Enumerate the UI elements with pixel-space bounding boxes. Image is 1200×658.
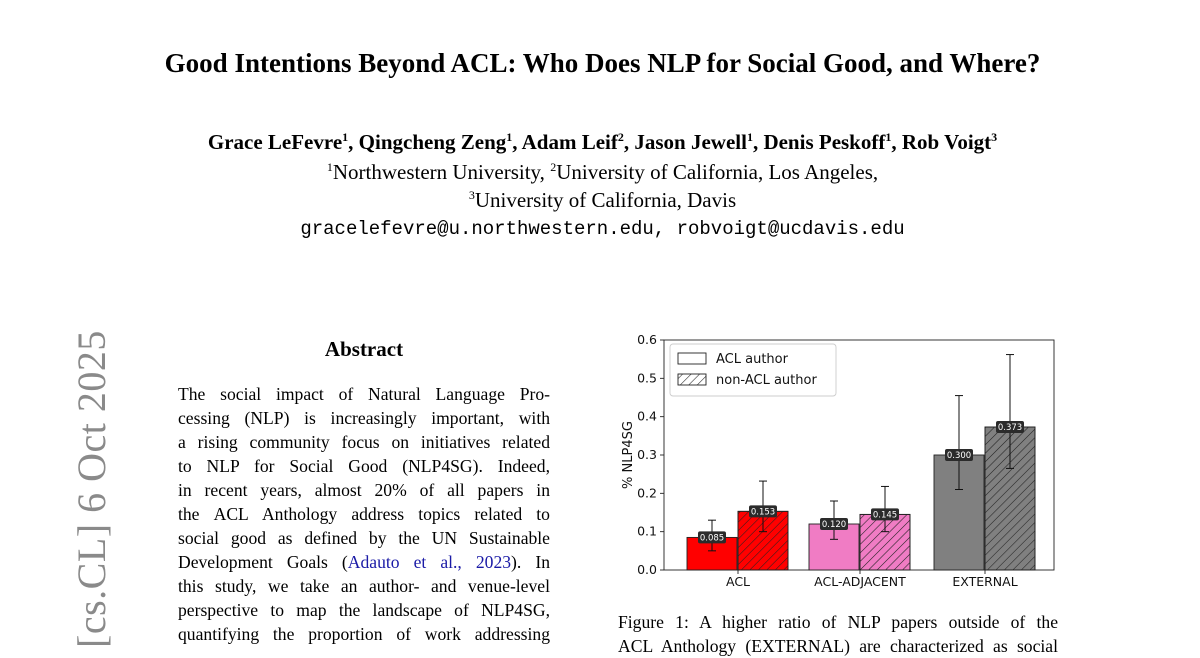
legend-label: non-ACL author	[716, 373, 817, 388]
y-tick-label: 0.3	[637, 447, 657, 462]
value-label: 0.373	[997, 423, 1023, 434]
value-label: 0.153	[750, 507, 776, 518]
affiliation-ucla: University of California, Los Angeles,	[556, 160, 879, 184]
abstract-line: quantifying the proportion of work addressing	[178, 624, 550, 644]
value-label: 0.120	[821, 520, 847, 531]
caption-line	[618, 634, 1058, 658]
y-axis-label: % NLP4SG	[621, 421, 636, 489]
author-affiliation-marker: 2	[617, 130, 624, 144]
paper-title: Good Intentions Beyond ACL: Who Does NLP for Social Good, and Where?	[164, 48, 1041, 78]
abstract-line: this study, we take an author- and venue-level	[178, 576, 550, 596]
author-emails: gracelefevre@u.northwestern.edu, robvoigt@ucdavis.edu	[300, 218, 905, 240]
abstract-line: a rising community focus on initiatives related	[178, 432, 550, 452]
y-tick-label: 0.6	[637, 334, 657, 347]
abstract-line: perspective to map the landscape of NLP4SG,	[178, 600, 550, 620]
author-name: Qingcheng Zeng	[358, 130, 507, 154]
value-label: 0.145	[872, 510, 898, 521]
affiliation-ucdavis: University of California, Davis	[474, 188, 737, 212]
value-label: 0.300	[946, 451, 972, 462]
author-name: Grace LeFevre	[207, 130, 343, 154]
legend-swatch-non-acl-author	[678, 374, 706, 385]
caption-text: ) are characterized as social	[844, 636, 1058, 656]
figure-1-chart	[612, 334, 1062, 594]
abstract-line: to NLP for Social Good (NLP4SG). Indeed,	[178, 456, 550, 476]
affiliation-marker: 1	[326, 160, 333, 174]
author-name: Rob Voigt	[901, 130, 992, 154]
abstract-line: in recent years, almost 20% of all papers in	[178, 480, 550, 500]
abstract-text: Development Goals (	[178, 552, 348, 572]
author-list	[0, 130, 1200, 155]
author-separator: ,	[512, 130, 522, 154]
author-separator: ,	[891, 130, 902, 154]
abstract-line: cessing (NLP) is increasingly important, with	[178, 408, 550, 428]
abstract-heading: Abstract	[324, 337, 404, 361]
author-name: Denis Peskoff	[763, 130, 886, 154]
abstract-text: the	[178, 504, 214, 524]
abstract-text: Anthology address topics related to	[248, 504, 550, 524]
author-separator: ,	[348, 130, 359, 154]
citation-link[interactable]: Adauto et al., 2023	[347, 552, 512, 572]
external-smallcaps: EXTERNAL	[751, 636, 845, 656]
abstract-line	[178, 502, 550, 526]
x-tick-label: ACL-ADJACENT	[814, 574, 906, 589]
bar-chart	[612, 334, 1062, 594]
y-tick-label: 0.1	[637, 523, 657, 539]
y-tick-label: 0.5	[637, 370, 657, 386]
y-tick-label: 0.2	[637, 485, 657, 501]
arxiv-stamp: [cs.CL] 6 Oct 2025	[69, 330, 114, 648]
x-tick-label: ACL	[725, 574, 751, 589]
legend-label: ACL author	[716, 352, 788, 367]
y-tick-label: 0.0	[637, 562, 657, 577]
author-affiliation-marker: 1	[506, 130, 513, 144]
affiliation-marker: 2	[550, 160, 557, 174]
affiliation-line-1	[0, 160, 1200, 185]
author-separator: ,	[623, 130, 635, 154]
abstract-text: ). In	[511, 552, 550, 572]
affiliation-line-2	[0, 188, 1200, 213]
author-name: Adam Leif	[521, 130, 618, 154]
y-tick-label: 0.4	[637, 408, 657, 424]
caption-line: Figure 1: A higher ratio of NLP papers outside of the	[618, 612, 1058, 632]
author-affiliation-marker: 1	[885, 130, 892, 144]
affiliation-northwestern: Northwestern University,	[332, 160, 551, 184]
author-separator: ,	[752, 130, 764, 154]
abstract-line: social good as defined by the UN Sustainable	[178, 528, 550, 548]
x-tick-label: EXTERNAL	[952, 574, 1018, 589]
caption-text: ACL Anthology (	[618, 636, 752, 656]
abstract-line: The social impact of Natural Language Pro-	[178, 384, 550, 404]
abstract-body	[178, 382, 550, 646]
figure-1-caption	[618, 610, 1058, 658]
author-name: Jason Jewell	[634, 130, 747, 154]
author-affiliation-marker: 1	[746, 130, 753, 144]
author-affiliation-marker: 3	[991, 130, 998, 144]
author-affiliation-marker: 1	[342, 130, 349, 144]
abstract-line	[178, 550, 550, 574]
acl-smallcaps: ACL	[213, 504, 249, 524]
affiliation-marker: 3	[468, 188, 475, 202]
value-label: 0.085	[699, 533, 725, 544]
legend-swatch-acl-author	[678, 353, 706, 364]
